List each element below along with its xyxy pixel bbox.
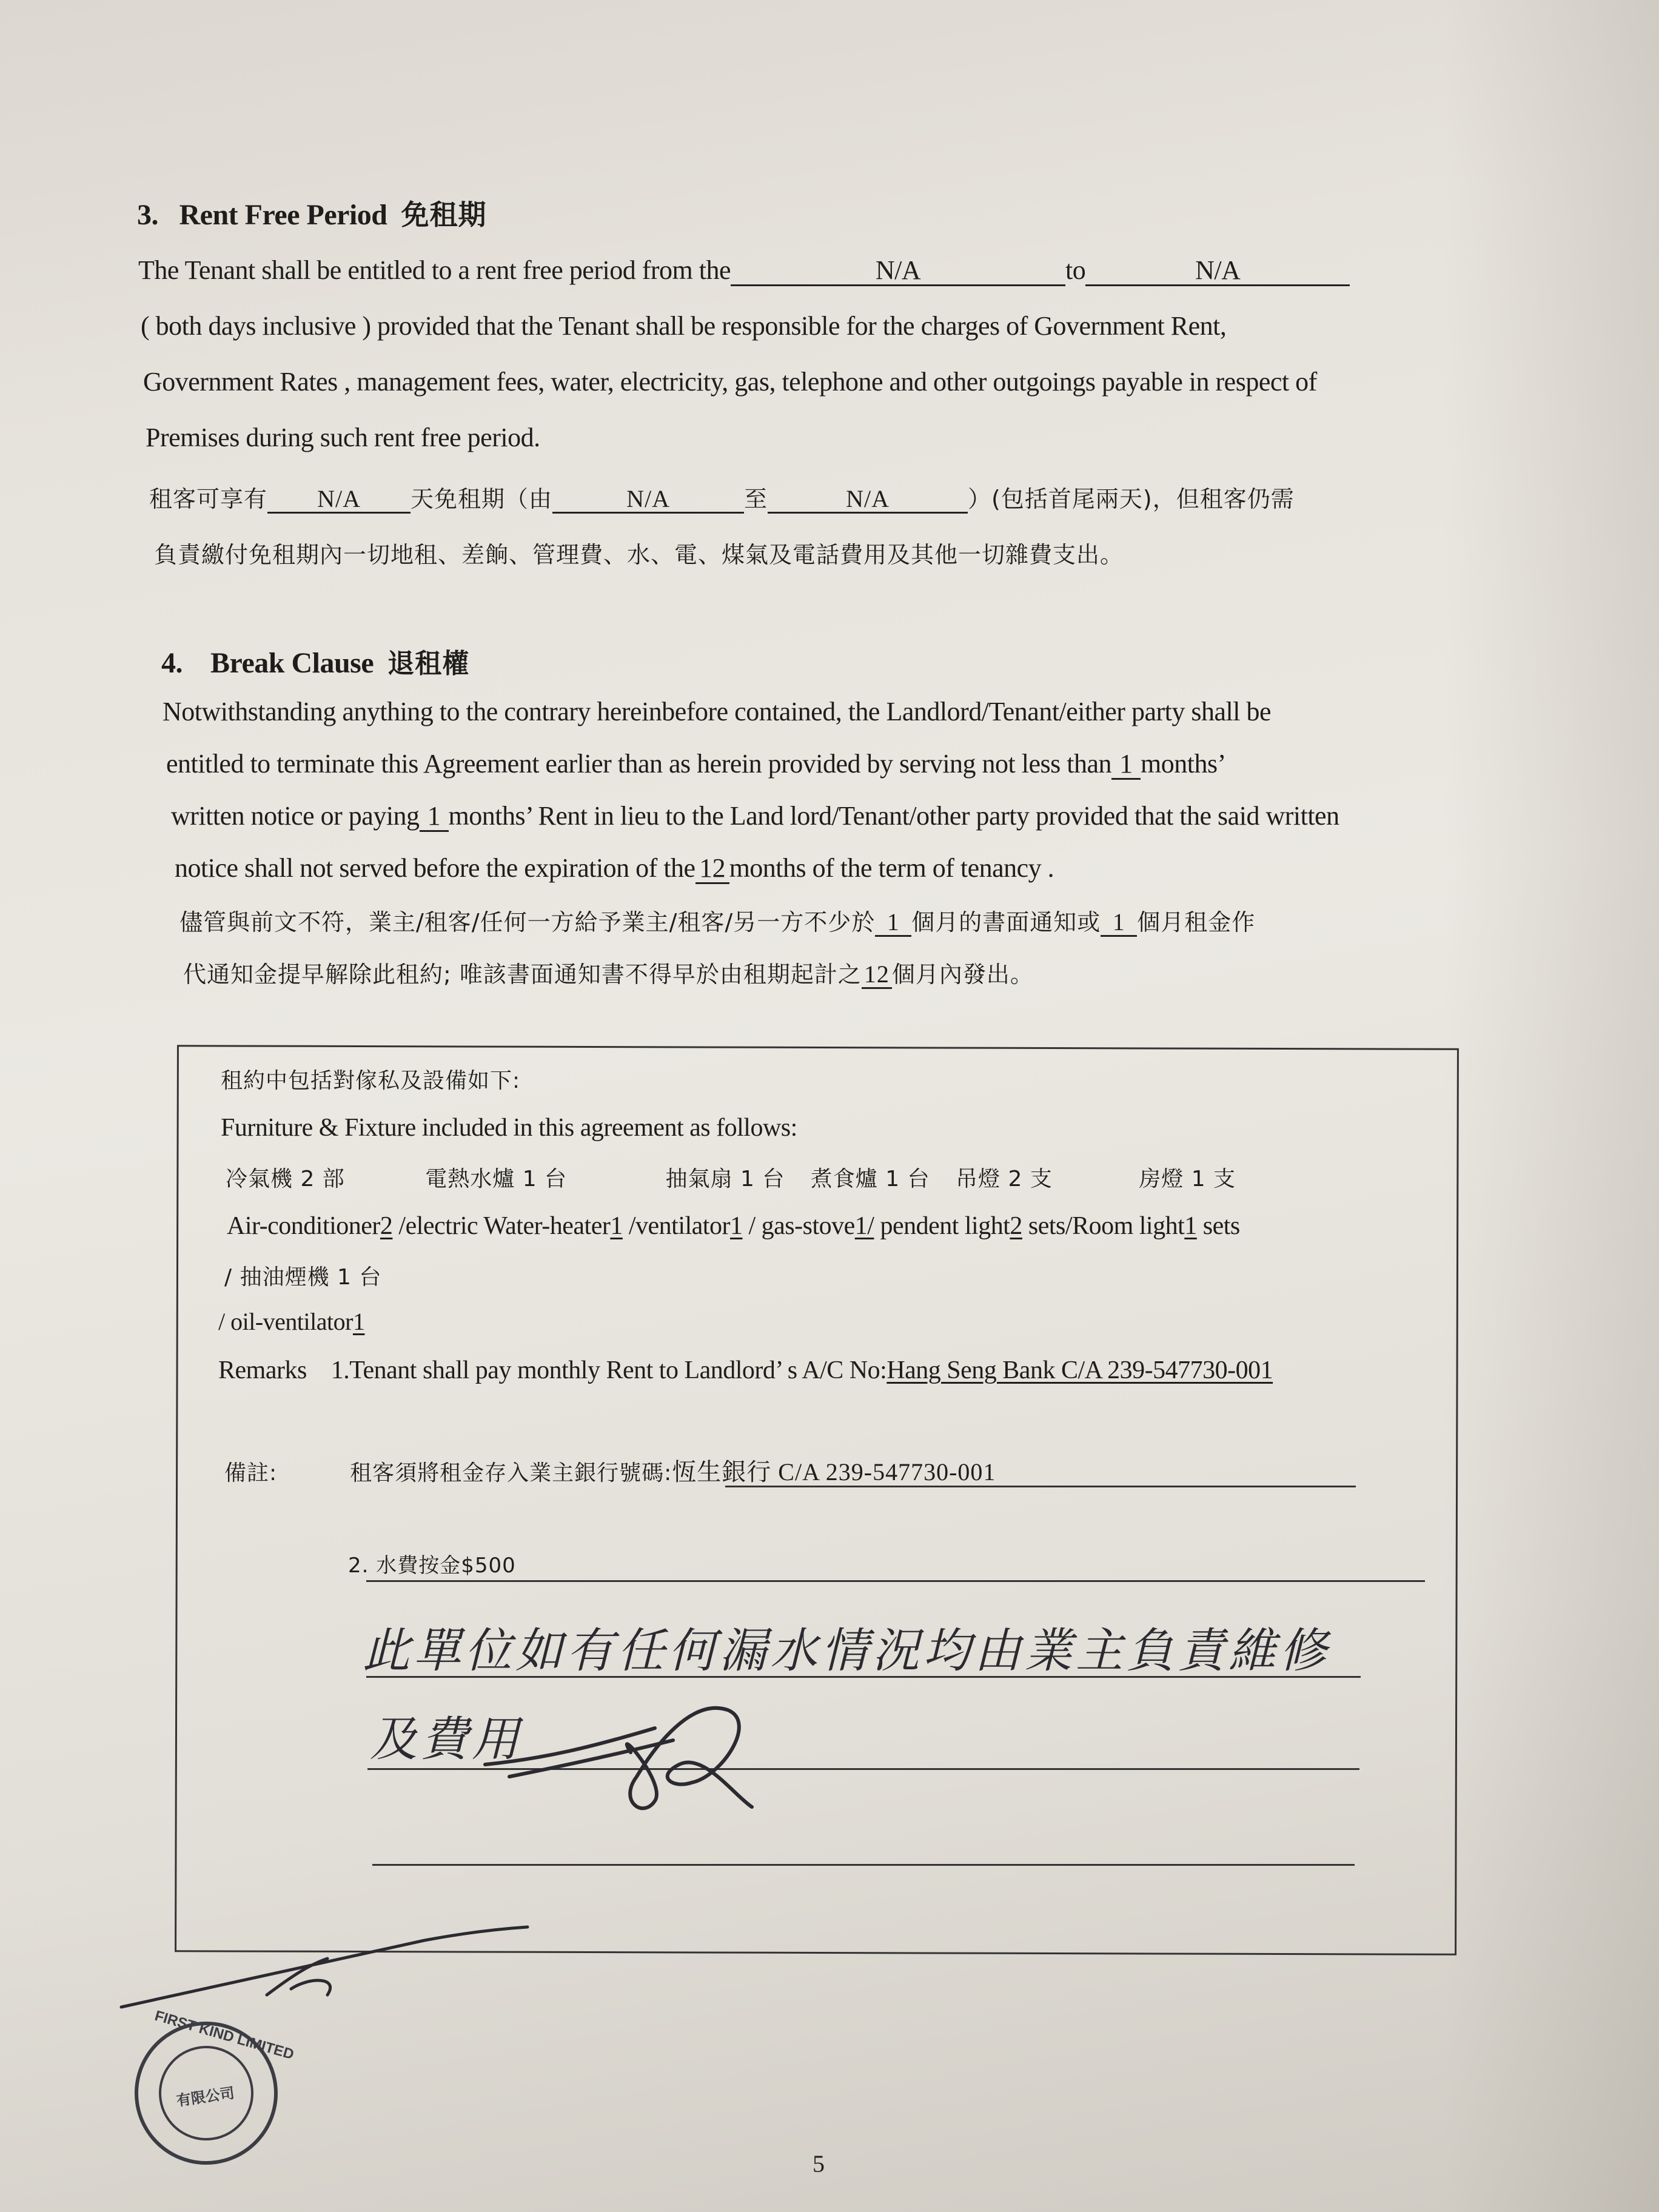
section-4-line-1: Notwithstanding anything to the contrary hereinbefore contained, the Landlord/Tenant/either party shall be bbox=[163, 697, 1271, 726]
rent-free-from-field: N/A bbox=[731, 256, 1065, 286]
signature-box bbox=[473, 1686, 788, 1819]
furniture-heading-en: Furniture & Fixture included in this agreement as follows: bbox=[221, 1114, 797, 1142]
remarks-line-en: Remarks 1.Tenant shall pay monthly Rent to Landlord’ s A/C No:Hang Seng Bank C/A 239-547730-001 bbox=[218, 1356, 1273, 1384]
section-4-line-3: written notice or paying 1 months’ Rent in lieu to the Land lord/Tenant/other party provided that the said written bbox=[171, 800, 1339, 832]
section-3-zh-line-1: 租客可享有 N/A 天免租期（由 N/A 至 N/A ）(包括首尾兩天)，但租客仍需 bbox=[149, 485, 1295, 512]
furniture-zh-oil: / 抽油煙機 1 台 bbox=[224, 1265, 382, 1290]
section-3-line-2: ( both days inclusive ) provided that the Tenant shall be responsible for the charges of Government Rent, bbox=[141, 311, 1227, 341]
blank-rule-3 bbox=[372, 1864, 1355, 1866]
furniture-zh-items: 冷氣機 2 部 電熱水爐 1 台 抽氣扇 1 台 煮食爐 1 台 吊燈 2 支 房燈 1 支 bbox=[226, 1167, 1236, 1191]
section-3-line-1: The Tenant shall be entitled to a rent free period from the N/A to N/A bbox=[138, 255, 1350, 286]
section-4-line-2: entitled to terminate this Agreement earlier than as herein provided by serving not less than 1 months’ bbox=[166, 748, 1226, 780]
handwritten-note-line-2: 及費用 bbox=[370, 1712, 523, 1767]
section-3-line-4: Premises during such rent free period. bbox=[146, 423, 540, 452]
furniture-en-oil: / oil-ventilator1 bbox=[218, 1308, 365, 1335]
company-chop-inner-text: 有限公司 bbox=[175, 2084, 236, 2110]
section-3-heading: 3. Rent Free Period 免租期 bbox=[137, 198, 487, 231]
remarks-item-2: 2. 水費按金$500 bbox=[348, 1553, 516, 1578]
handwritten-rule-1 bbox=[366, 1676, 1361, 1678]
section-4-zh-line-1: 儘管與前文不符，業主/租客/任何一方給予業主/租客/另一方不少於 1 個月的書面通知或 1 個月租金作 bbox=[179, 908, 1256, 936]
section-4-line-4: notice shall not served before the expiration of the 12 months of the term of tenancy . bbox=[175, 853, 1054, 884]
furniture-heading-zh: 租約中包括對傢私及設備如下: bbox=[221, 1068, 521, 1093]
section-4-zh-line-2: 代通知金提早解除此租約; 唯該書面通知書不得早於由租期起計之 12 個月內發出。 bbox=[183, 960, 1034, 988]
page-number: 5 bbox=[813, 2150, 825, 2177]
remarks-item-2-rule bbox=[366, 1580, 1425, 1582]
company-chop-outer-text: FIRST KIND LIMITED bbox=[153, 2007, 296, 2063]
handwritten-note-line-1: 此單位如有任何漏水情況均由業主負責維修 bbox=[363, 1624, 1331, 1678]
remarks-line-zh: 備註: 租客須將租金存入業主銀行號碼:恆生銀行 C/A 239-547730-001 bbox=[224, 1458, 996, 1486]
page-edge-shadow bbox=[1443, 0, 1659, 2212]
rent-free-to-field: N/A bbox=[1085, 256, 1350, 286]
section-3-line-3: Government Rates , management fees, water, electricity, gas, telephone and other outgoings payable in respect of bbox=[143, 367, 1317, 397]
company-chop bbox=[126, 2007, 296, 2174]
signature-margin bbox=[109, 1916, 534, 2025]
furniture-en-items: Air-conditioner2 /electric Water-heater1 /ventilator1 / gas-stove1/ pendent light2 sets/Room light1 sets bbox=[227, 1212, 1240, 1240]
remarks-zh-rule bbox=[725, 1486, 1356, 1487]
section-4-heading: 4. Break Clause 退租權 bbox=[161, 647, 470, 679]
section-3-zh-line-2: 負責繳付免租期內一切地租、差餉、管理費、水、電、煤氣及電話費用及其他一切雜費支出。 bbox=[154, 541, 1124, 568]
